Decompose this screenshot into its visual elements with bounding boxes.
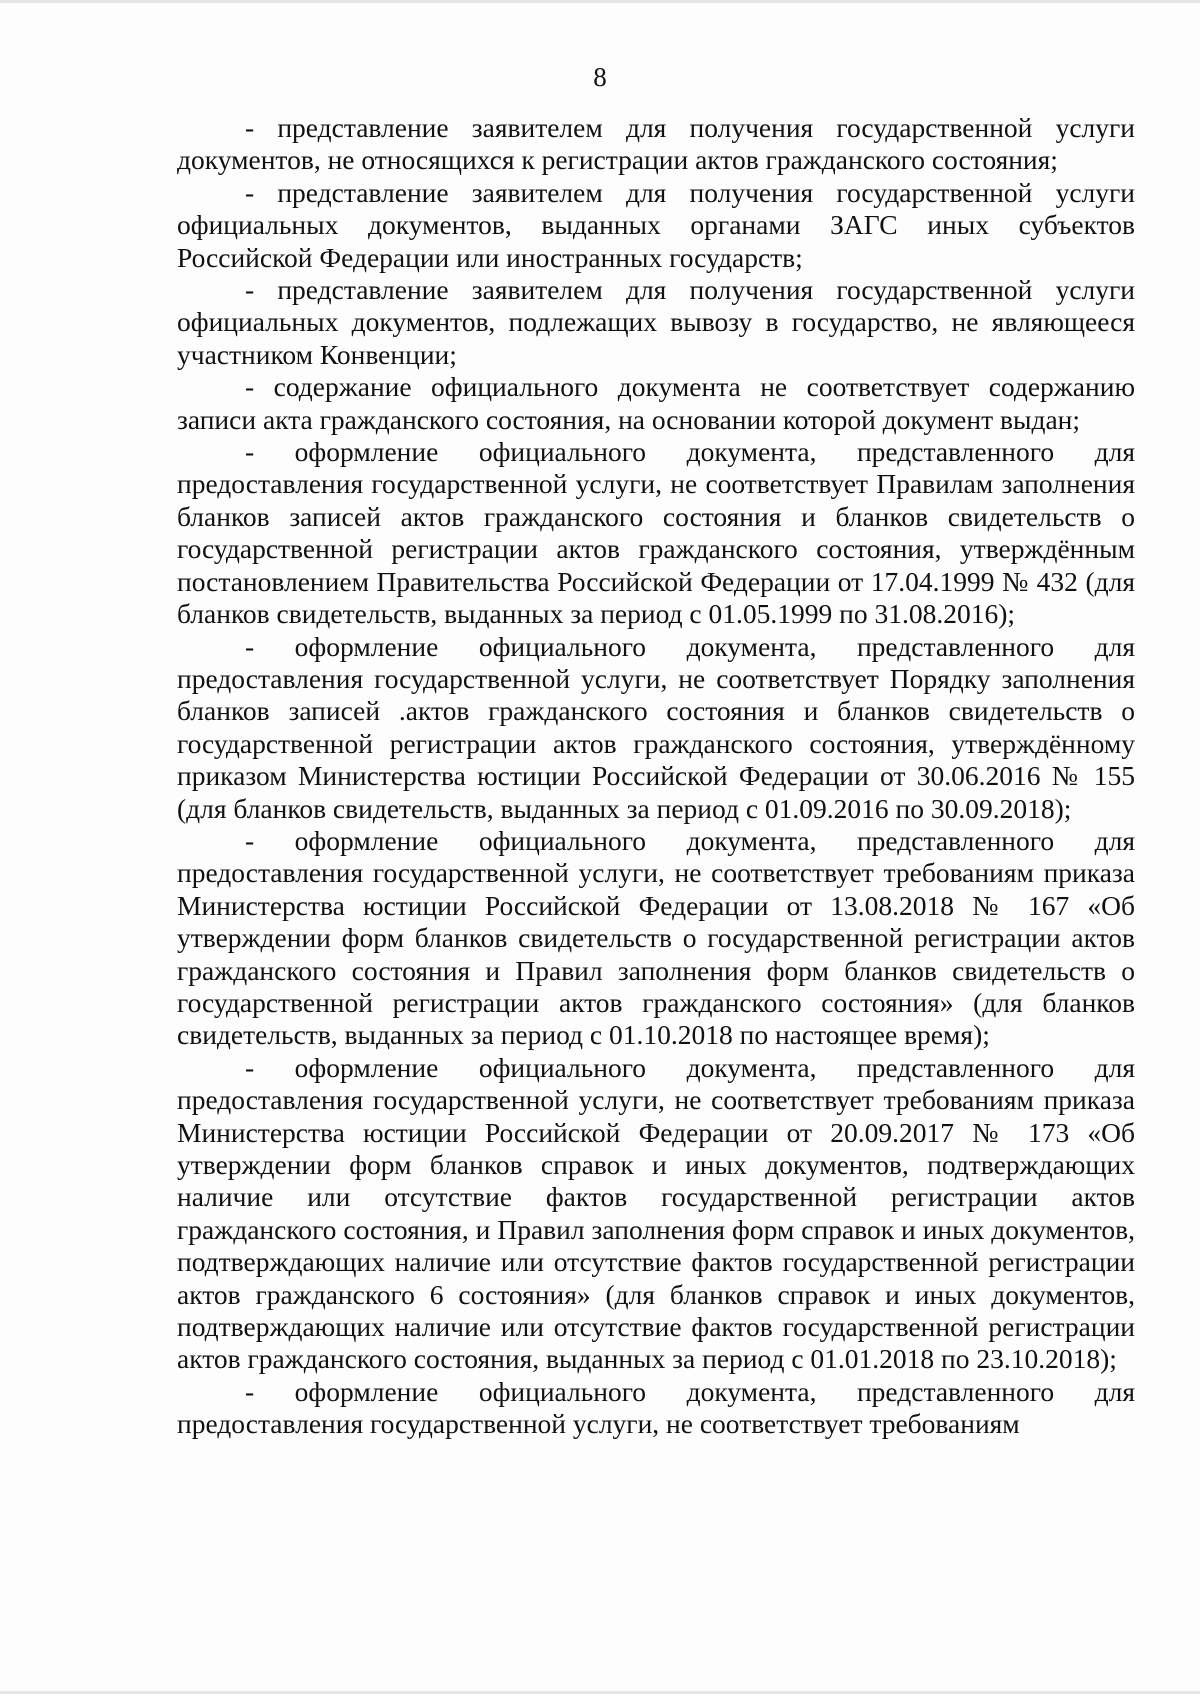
paragraph-1: - представление заявителем для получения государственной услуги документов, не относящихся к регистрации актов гражданского состояния; [177, 112, 1135, 176]
paragraph-8: - оформление официального документа, представленного для предоставления государственной услуги, не соответствует требованиям приказа Министерства юстиции Российской Федерации от 20.09.2017 № 173 «Об утверждении форм бланков справок и иных документов, подтверждающих наличие или отсутствие фактов государственной регистрации актов гражданского состояния, и Правил заполнения форм справок и иных документов, подтверждающих наличие или отсутствие фактов государственной регистрации актов гражданского 6 состояния» (для бланков справок и иных документов, подтверждающих наличие или отсутствие фактов государственной регистрации актов гражданского состояния, выданных за период с 01.01.2018 по 23.10.2018); [177, 1051, 1135, 1375]
page-number: 8 [593, 62, 607, 92]
paragraph-4: - содержание официального документа не соответствует содержанию записи акта гражданского состояния, на основании которой документ выдан; [177, 371, 1135, 435]
paragraph-6: - оформление официального документа, представленного для предоставления государственной услуги, не соответствует Порядку заполнения бланков записей .актов гражданского состояния и бланков свидетельств о государственной регистрации актов гражданского состояния, утверждённому приказом Министерства юстиции Российской Федерации от 30.06.2016 № 155 (для бланков свидетельств, выданных за период с 01.09.2016 по 30.09.2018); [177, 630, 1135, 824]
document-body [177, 112, 1135, 1441]
paragraph-5: - оформление официального документа, представленного для предоставления государственной услуги, не соответствует Правилам заполнения бланков записей актов гражданского состояния и бланков свидетельств о государственной регистрации актов гражданского состояния, утверждённым постановлением Правительства Российской Федерации от 17.04.1999 № 432 (для бланков свидетельств, выданных за период с 01.05.1999 по 31.08.2016); [177, 436, 1135, 630]
paragraph-7: - оформление официального документа, представленного для предоставления государственной услуги, не соответствует требованиям приказа Министерства юстиции Российской Федерации от 13.08.2018 № 167 «Об утверждении форм бланков свидетельств о государственной регистрации актов гражданского состояния и Правил заполнения форм бланков свидетельств о государственной регистрации актов гражданского состояния» (для бланков свидетельств, выданных за период с 01.10.2018 по настоящее время); [177, 824, 1135, 1051]
paragraph-3: - представление заявителем для получения государственной услуги официальных документов, подлежащих вывозу в государство, не являющееся участником Конвенции; [177, 274, 1135, 370]
paragraph-9: - оформление официального документа, представленного для предоставления государственной услуги, не соответствует требованиям [177, 1375, 1135, 1440]
paragraph-2: - представление заявителем для получения государственной услуги официальных документов, выданных органами ЗАГС иных субъектов Российской Федерации или иностранных государств; [177, 176, 1135, 273]
scan-top-edge [0, 0, 1200, 3]
